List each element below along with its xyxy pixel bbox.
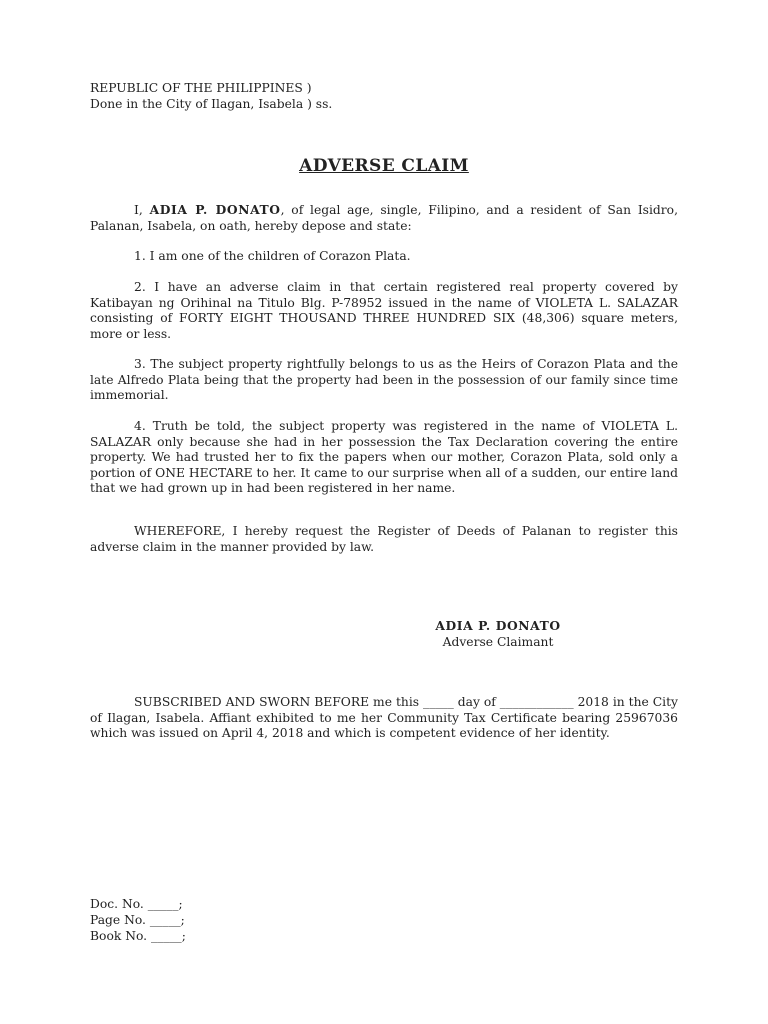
statement-item-4: 4. Truth be told, the subject property was registered in the name of VIOLETA L. SALAZAR only because she had in her possession the Tax Declaration covering the entire property. We had trusted her to fix the papers when our mother, Corazon Plata, sold only a portion of ONE HECTARE to her. It came to our surprise when all of a sudden, our entire land that we had grown up in had been registered in her name.	[90, 419, 678, 496]
page-number: Page No. _____;	[90, 913, 185, 927]
affiant-name: ADIA P. DONATO	[149, 202, 281, 217]
statement-item-1: 1. I am one of the children of Corazon Plata.	[134, 249, 411, 263]
jurat-paragraph: SUBSCRIBED AND SWORN BEFORE me this _____ day of ____________ 2018 in the City of Ilagan, Isabela. Affiant exhibited to me her Community Tax Certificate bearing 25967036 which was issued on April 4, 2018 and which is competent evidence of her identity.	[90, 695, 678, 741]
signature-name: ADIA P. DONATO	[435, 618, 561, 633]
intro-text: , of legal age, single, Filipino, and a resident of San Isidro, Palanan, Isabela, on oath, hereby depose and state:	[90, 203, 678, 233]
intro-prefix: I,	[134, 203, 150, 217]
intro-paragraph	[90, 202, 678, 234]
header-republic: REPUBLIC OF THE PHILIPPINES )	[90, 81, 312, 95]
header-venue: Done in the City of Ilagan, Isabela ) ss.	[90, 97, 333, 111]
doc-number: Doc. No. _____;	[90, 897, 183, 911]
signature-role: Adverse Claimant	[442, 635, 554, 649]
document-title: ADVERSE CLAIM	[299, 156, 469, 176]
book-number: Book No. _____;	[90, 929, 186, 943]
statement-item-3: 3. The subject property rightfully belongs to us as the Heirs of Corazon Plata and the late Alfredo Plata being that the property had been in the possession of our family since time immemorial.	[90, 357, 678, 403]
wherefore-paragraph: WHEREFORE, I hereby request the Register of Deeds of Palanan to register this adverse claim in the manner provided by law.	[90, 524, 678, 554]
statement-item-2: 2. I have an adverse claim in that certain registered real property covered by Katibayan ng Orihinal na Titulo Blg. P-78952 issued in the name of VIOLETA L. SALAZAR consisting of FORTY EIGHT THOUSAND THREE HUNDRED SIX (48,306) square meters, more or less.	[90, 280, 678, 341]
